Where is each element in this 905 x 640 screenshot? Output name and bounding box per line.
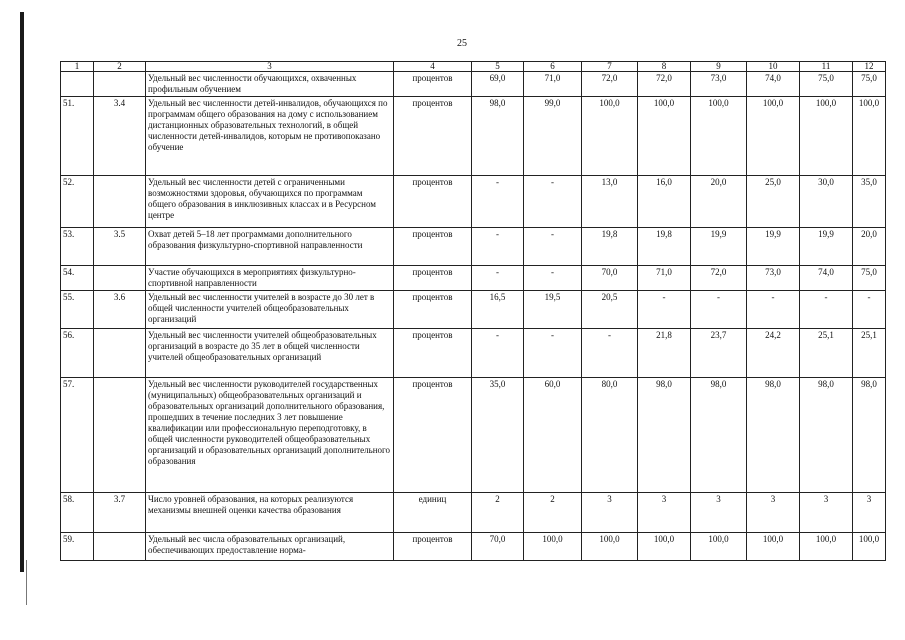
row-value-cell: 24,2 — [747, 329, 800, 378]
row-value-cell: 100,0 — [691, 533, 747, 561]
row-value-cell: 19,9 — [747, 228, 800, 266]
row-value-cell: - — [638, 291, 691, 329]
row-value-cell: 70,0 — [472, 533, 524, 561]
row-value-cell: 20,0 — [691, 176, 747, 228]
row-value-cell: 3 — [582, 493, 638, 533]
row-unit: процентов — [394, 176, 472, 228]
row-value-cell: 99,0 — [524, 97, 582, 176]
row-value-cell: 71,0 — [524, 72, 582, 97]
row-value-cell: - — [524, 329, 582, 378]
column-header: 2 — [94, 62, 146, 72]
row-value-cell: - — [472, 176, 524, 228]
row-value-cell: 3 — [747, 493, 800, 533]
table-row — [61, 378, 886, 493]
row-number: 53. — [61, 228, 94, 266]
row-value-cell: 100,0 — [524, 533, 582, 561]
row-value-cell: 74,0 — [747, 72, 800, 97]
row-value-cell: - — [800, 291, 853, 329]
row-value-cell: 100,0 — [800, 97, 853, 176]
row-indicator-description: Охват детей 5–18 лет программами дополнительного образования физкультурно-спортивной направленности — [146, 228, 394, 266]
row-value-cell: 21,8 — [638, 329, 691, 378]
column-header: 4 — [394, 62, 472, 72]
row-value-cell: 2 — [524, 493, 582, 533]
row-unit: процентов — [394, 378, 472, 493]
row-value-cell: 16,0 — [638, 176, 691, 228]
row-number: 52. — [61, 176, 94, 228]
row-value-cell: 20,0 — [853, 228, 886, 266]
row-number: 58. — [61, 493, 94, 533]
row-indicator-description: Удельный вес численности учителей в возрасте до 30 лет в общей численности учителей общеобразовательных организаций — [146, 291, 394, 329]
row-number — [61, 72, 94, 97]
column-header: 11 — [800, 62, 853, 72]
row-value-cell: 71,0 — [638, 266, 691, 291]
row-value-cell: 100,0 — [582, 533, 638, 561]
row-indicator-description: Участие обучающихся в мероприятиях физкультурно-спортивной направленности — [146, 266, 394, 291]
column-header: 3 — [146, 62, 394, 72]
table-row — [61, 266, 886, 291]
row-value-cell: 98,0 — [472, 97, 524, 176]
row-unit: процентов — [394, 266, 472, 291]
row-value-cell: 75,0 — [800, 72, 853, 97]
row-value-cell: 100,0 — [747, 97, 800, 176]
row-value-cell: 75,0 — [853, 72, 886, 97]
row-value-cell: 13,0 — [582, 176, 638, 228]
row-number: 59. — [61, 533, 94, 561]
row-unit: единиц — [394, 493, 472, 533]
row-value-cell: 100,0 — [691, 97, 747, 176]
column-header: 10 — [747, 62, 800, 72]
row-value-cell: 72,0 — [638, 72, 691, 97]
row-value-cell: 25,1 — [853, 329, 886, 378]
row-value-cell: 100,0 — [747, 533, 800, 561]
row-value-cell: 98,0 — [853, 378, 886, 493]
row-value-cell: - — [691, 291, 747, 329]
row-value-cell: 20,5 — [582, 291, 638, 329]
row-value-cell: 100,0 — [853, 97, 886, 176]
table-row — [61, 533, 886, 561]
row-indicator-description: Удельный вес числа образовательных организаций, обеспечивающих предоставление норма- — [146, 533, 394, 561]
row-value-cell: 100,0 — [800, 533, 853, 561]
row-indicator-description: Удельный вес численности детей-инвалидов, обучающихся по программам общего образования на дому с использованием дистанционных образовательных технологий, в общей численности детей-инвалидов, которым не противопоказано обучение — [146, 97, 394, 176]
row-value-cell: 35,0 — [853, 176, 886, 228]
row-value-cell: - — [524, 228, 582, 266]
row-unit: процентов — [394, 228, 472, 266]
row-value-cell: 72,0 — [691, 266, 747, 291]
table-row — [61, 493, 886, 533]
row-value-cell: 2 — [472, 493, 524, 533]
row-indicator-description: Удельный вес численности обучающихся, охваченных профильным обучением — [146, 72, 394, 97]
row-value-cell: 73,0 — [691, 72, 747, 97]
table-row — [61, 72, 886, 97]
row-indicator-description: Число уровней образования, на которых реализуются механизмы внешней оценки качества образования — [146, 493, 394, 533]
row-section-code — [94, 72, 146, 97]
row-value-cell: 100,0 — [582, 97, 638, 176]
row-section-code — [94, 266, 146, 291]
row-value-cell: - — [472, 329, 524, 378]
row-value-cell: - — [472, 228, 524, 266]
row-value-cell: 69,0 — [472, 72, 524, 97]
row-section-code: 3.7 — [94, 493, 146, 533]
row-unit: процентов — [394, 97, 472, 176]
row-value-cell: 25,0 — [747, 176, 800, 228]
row-unit: процентов — [394, 533, 472, 561]
row-value-cell: 3 — [638, 493, 691, 533]
row-section-code — [94, 533, 146, 561]
row-section-code — [94, 378, 146, 493]
row-value-cell: - — [582, 329, 638, 378]
column-header: 1 — [61, 62, 94, 72]
row-value-cell: - — [853, 291, 886, 329]
row-indicator-description: Удельный вес численности детей с ограниченными возможностями здоровья, обучающихся по программам общего образования в инклюзивных классах и в Ресурсном центре — [146, 176, 394, 228]
row-value-cell: - — [472, 266, 524, 291]
row-value-cell: 98,0 — [691, 378, 747, 493]
row-value-cell: 74,0 — [800, 266, 853, 291]
column-header: 6 — [524, 62, 582, 72]
scan-edge-line — [26, 560, 27, 605]
row-indicator-description: Удельный вес численности руководителей государственных (муниципальных) общеобразовательных организаций и образовательных организаций дополнительного образования, прошедших в течение последних 3 лет повышение квалификации или профессиональную переподготовку, в общей численности руководителей общеобразовательных организаций и образовательных организаций дополнительного образования — [146, 378, 394, 493]
row-value-cell: 16,5 — [472, 291, 524, 329]
row-number: 57. — [61, 378, 94, 493]
row-value-cell: 100,0 — [638, 97, 691, 176]
row-number: 55. — [61, 291, 94, 329]
column-header: 12 — [853, 62, 886, 72]
column-header: 7 — [582, 62, 638, 72]
row-unit: процентов — [394, 291, 472, 329]
row-value-cell: 98,0 — [638, 378, 691, 493]
row-value-cell: 73,0 — [747, 266, 800, 291]
row-value-cell: 72,0 — [582, 72, 638, 97]
scan-edge-bar — [20, 12, 24, 572]
row-unit: процентов — [394, 72, 472, 97]
row-value-cell: 80,0 — [582, 378, 638, 493]
indicators-table — [60, 61, 886, 561]
table-body — [61, 72, 886, 561]
column-header: 8 — [638, 62, 691, 72]
row-value-cell: 98,0 — [747, 378, 800, 493]
row-value-cell: 3 — [800, 493, 853, 533]
row-number: 54. — [61, 266, 94, 291]
row-section-code — [94, 329, 146, 378]
page-number: 25 — [457, 38, 467, 49]
row-value-cell: 19,5 — [524, 291, 582, 329]
row-value-cell: 25,1 — [800, 329, 853, 378]
row-value-cell: 19,9 — [800, 228, 853, 266]
row-unit: процентов — [394, 329, 472, 378]
row-value-cell: 100,0 — [638, 533, 691, 561]
row-section-code: 3.4 — [94, 97, 146, 176]
row-value-cell: 3 — [853, 493, 886, 533]
row-value-cell: - — [747, 291, 800, 329]
table-row — [61, 329, 886, 378]
row-section-code: 3.5 — [94, 228, 146, 266]
table-row — [61, 97, 886, 176]
row-section-code — [94, 176, 146, 228]
column-header: 9 — [691, 62, 747, 72]
row-value-cell: 3 — [691, 493, 747, 533]
row-value-cell: 98,0 — [800, 378, 853, 493]
table-row — [61, 176, 886, 228]
row-value-cell: - — [524, 266, 582, 291]
row-section-code: 3.6 — [94, 291, 146, 329]
row-value-cell: 100,0 — [853, 533, 886, 561]
row-indicator-description: Удельный вес численности учителей общеобразовательных организаций в возрасте до 35 лет в общей численности учителей общеобразовательных организаций — [146, 329, 394, 378]
row-value-cell: 75,0 — [853, 266, 886, 291]
row-value-cell: 70,0 — [582, 266, 638, 291]
table-row — [61, 291, 886, 329]
row-number: 56. — [61, 329, 94, 378]
table-row — [61, 228, 886, 266]
header-row — [61, 62, 886, 72]
row-value-cell: 30,0 — [800, 176, 853, 228]
row-value-cell: 23,7 — [691, 329, 747, 378]
row-value-cell: 19,8 — [638, 228, 691, 266]
row-value-cell: 19,8 — [582, 228, 638, 266]
row-value-cell: - — [524, 176, 582, 228]
row-value-cell: 35,0 — [472, 378, 524, 493]
column-header: 5 — [472, 62, 524, 72]
row-value-cell: 19,9 — [691, 228, 747, 266]
row-number: 51. — [61, 97, 94, 176]
row-value-cell: 60,0 — [524, 378, 582, 493]
